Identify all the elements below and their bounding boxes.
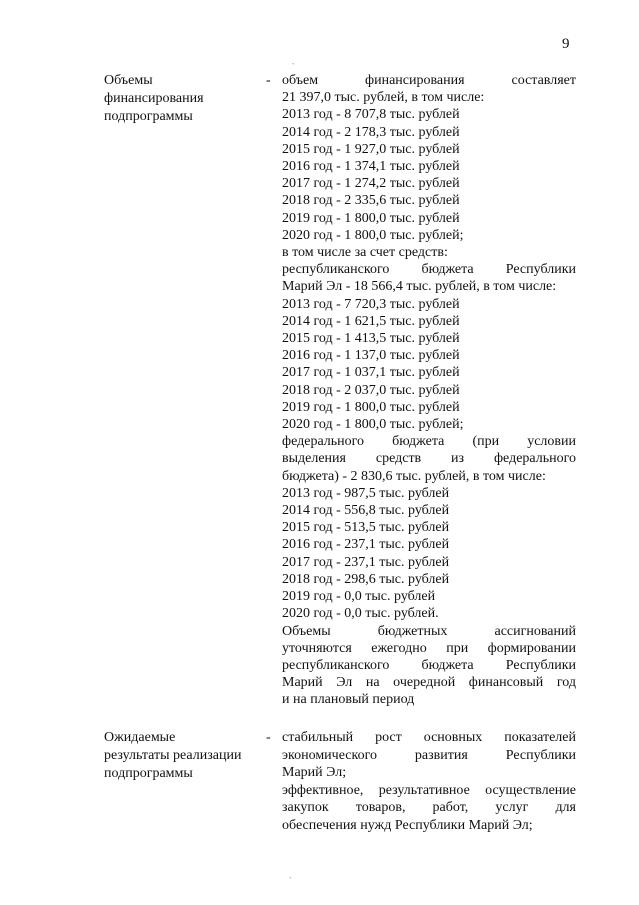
result-line: эффективное, результативное осуществление (282, 782, 576, 798)
page-number: 9 (562, 36, 570, 52)
federal-line: федерального бюджета (при условии (282, 434, 576, 450)
label-line: результаты реализации (104, 748, 242, 763)
note-line: Объемы бюджетных ассигнований (282, 623, 576, 639)
result-line: обеспечения нужд Республики Марий Эл; (282, 817, 533, 833)
republic-year-line: 2013 год - 7 720,3 тыс. рублей (282, 296, 460, 312)
federal-year-line: 2013 год - 987,5 тыс. рублей (282, 485, 450, 501)
federal-year-line: 2019 год - 0,0 тыс. рублей (282, 589, 436, 605)
scan-speck: ˋ (292, 62, 295, 71)
total-year-line: 2013 год - 8 707,8 тыс. рублей (282, 107, 460, 123)
results-content (282, 729, 576, 834)
republic-year-line: 2018 год - 2 037,0 тыс. рублей (282, 382, 460, 398)
result-line: экономического развития Республики (282, 747, 576, 763)
including-line: в том числе за счет средств: (282, 245, 448, 261)
republic-line: республиканского бюджета Республики (282, 262, 576, 278)
total-line: 21 397,0 тыс. рублей, в том числе: (282, 90, 485, 106)
republic-year-line: 2017 год - 1 037,1 тыс. рублей (282, 365, 460, 381)
result-line: закупок товаров, работ, услуг для (282, 800, 576, 815)
label-line: подпрограммы (104, 766, 193, 781)
row-dash: - (266, 73, 271, 88)
total-year-line: 2016 год - 1 374,1 тыс. рублей (282, 159, 460, 175)
financing-label (104, 72, 274, 126)
label-line: Объемы (104, 73, 153, 88)
republic-year-line: 2016 год - 1 137,0 тыс. рублей (282, 348, 460, 364)
note-line: уточняются ежегодно при формировании (282, 640, 576, 656)
label-line: Ожидаемые (104, 730, 176, 745)
label-line: финансирования (104, 91, 204, 106)
total-year-line: 2020 год - 1 800,0 тыс. рублей; (282, 227, 464, 243)
scan-speck: ˋ (289, 876, 292, 885)
results-label (104, 729, 274, 783)
republic-year-line: 2015 год - 1 413,5 тыс. рублей (282, 331, 460, 347)
federal-year-line: 2016 год - 237,1 тыс. рублей (282, 537, 450, 553)
total-year-line: 2019 год - 1 800,0 тыс. рублей (282, 210, 460, 226)
note-line: Марий Эл на очередной финансовый год (282, 675, 576, 691)
federal-year-line: 2017 год - 237,1 тыс. рублей (282, 554, 450, 570)
result-line: стабильный рост основных показателей (282, 730, 576, 745)
label-line: подпрограммы (104, 109, 193, 124)
total-year-line: 2014 год - 2 178,3 тыс. рублей (282, 124, 460, 140)
federal-year-line: 2020 год - 0,0 тыс. рублей. (282, 606, 439, 622)
financing-content (282, 72, 576, 709)
federal-year-line: 2014 год - 556,8 тыс. рублей (282, 503, 450, 519)
note-line: и на плановый период (282, 692, 415, 708)
total-year-line: 2015 год - 1 927,0 тыс. рублей (282, 141, 460, 157)
note-line: республиканского бюджета Республики (282, 657, 576, 673)
result-line: Марий Эл; (282, 765, 347, 780)
republic-line: Марий Эл - 18 566,4 тыс. рублей, в том числе: (282, 279, 557, 295)
total-year-line: 2018 год - 2 335,6 тыс. рублей (282, 193, 460, 209)
federal-year-line: 2015 год - 513,5 тыс. рублей (282, 520, 450, 536)
federal-line: бюджета) - 2 830,6 тыс. рублей, в том числе: (282, 468, 546, 484)
total-line: объем финансирования составляет (282, 73, 576, 88)
republic-year-line: 2019 год - 1 800,0 тыс. рублей (282, 399, 460, 415)
total-year-line: 2017 год - 1 274,2 тыс. рублей (282, 176, 460, 192)
republic-year-line: 2014 год - 1 621,5 тыс. рублей (282, 313, 460, 329)
federal-year-line: 2018 год - 298,6 тыс. рублей (282, 571, 450, 587)
row-dash: - (266, 730, 271, 745)
republic-year-line: 2020 год - 1 800,0 тыс. рублей; (282, 417, 464, 433)
federal-line: выделения средств из федерального (282, 451, 576, 467)
